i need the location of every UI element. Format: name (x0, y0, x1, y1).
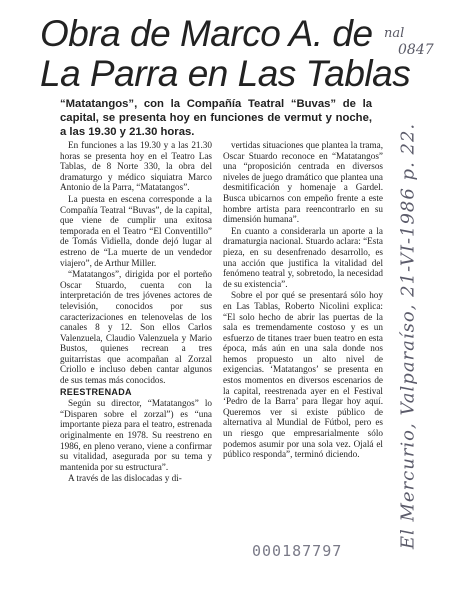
headline-line-1: Obra de Marco A. de (40, 13, 373, 54)
paragraph: Según su director, “Matatangos” lo “Disparen sobre el zorzal”) es “una importante pieza para el teatro, estrenada originalmente en 1978. Su reestreno en 1986, en pleno verano, viene a confirmar su vitalidad, asegurada por su tema y mantenida por su estructura”. (60, 398, 212, 472)
headline (40, 13, 411, 94)
headline-line-2: La Parra en Las Tablas (40, 53, 411, 94)
handwritten-source-text: El Mercurio, Valparaíso, 21-VI-1986 p. 22. (397, 122, 419, 550)
subheadline: “Matatangos”, con la Compañía Teatral “Buvas” de la capital, se presenta hoy en funciones de vermut y noche, a las 19.30 y 21.30 horas. (60, 98, 372, 138)
article-column-left (60, 140, 212, 514)
paragraph: A través de las dislocadas y di- (68, 473, 182, 484)
paragraph: Sobre el por qué se presentará sólo hoy en Las Tablas, Roberto Nicolini explica: “El solo hecho de abrir las puertas de la sala es tremendamente costoso y es un esfuerzo de titanes traer buen teatro en esta época, más aún en una sala donde nos hemos propuesto un alto nivel de exigencias. ‘Matatangos’ se presenta en estos momentos en diversos escenarios de la capital, reestrenada ayer en el Festival ‘Pedro de la Barra’ para llegar hoy aquí. Queremos ver si existe público de alternativa al Mundial de Fútbol, pero es un riesgo que empresarialmente sólo podemos asumir por una sola vez. Ojalá el público responda”, terminó diciendo. (223, 290, 383, 460)
article-column-right (223, 140, 383, 534)
handwritten-mark-top: nal (384, 26, 405, 41)
handwritten-number: 0847 (398, 42, 434, 58)
section-subtitle: REESTRENADA (60, 386, 132, 397)
paragraph: “Matatangos”, dirigida por el porteño Oscar Stuardo, cuenta con la interpretación de tres jóvenes actores de televisión, conocidos por sus caracterizaciones en telenovelas de los canales 8 y 12. Son ellos Carlos Valenzuela, Claudio Valenzuela y Mario Bustos, quienes recrean a tres guitarristas que acompañan al Zorzal Criollo e incluso deben cantar algunos de sus temas más conocidos. (60, 269, 212, 386)
paragraph: La puesta en escena corresponde a la Compañía Teatral “Buvas”, de la capital, que viene de cumplir una exitosa temporada en el Teatro “El Conventillo” de Tomás Vidiella, donde dejó lugar al estreno de “La muerte de un vendedor viajero”, de Arthur Miller. (60, 193, 212, 268)
paragraph: vertidas situaciones que plantea la trama, Oscar Stuardo reconoce en “Matatangos” una “proposición centrada en diversos niveles de juego dramático que plantea una desmitificación y homenaje a Gardel. Busca ubicarnos con empeño frente a este hombre artista para reencontrarlo en su dimensión humana”. (223, 140, 383, 225)
paragraph: En funciones a las 19.30 y a las 21.30 horas se presenta hoy en el Teatro Las Tablas, de 8 Norte 330, la obra del dramaturgo y médico siquiatra Marco Antonio de la Parra, “Matatangos”. (60, 140, 212, 193)
archive-stamp-number: 000187797 (252, 542, 343, 560)
paragraph: En cuanto a considerarla un aporte a la dramaturgia nacional. Stuardo aclara: “Esta pieza, en su desenfrenado desarrollo, es una acción que justifica la vitalidad del fenómeno teatral y, sobretodo, la necesidad de su existencia”. (223, 225, 383, 289)
handwritten-source-note (388, 96, 428, 576)
